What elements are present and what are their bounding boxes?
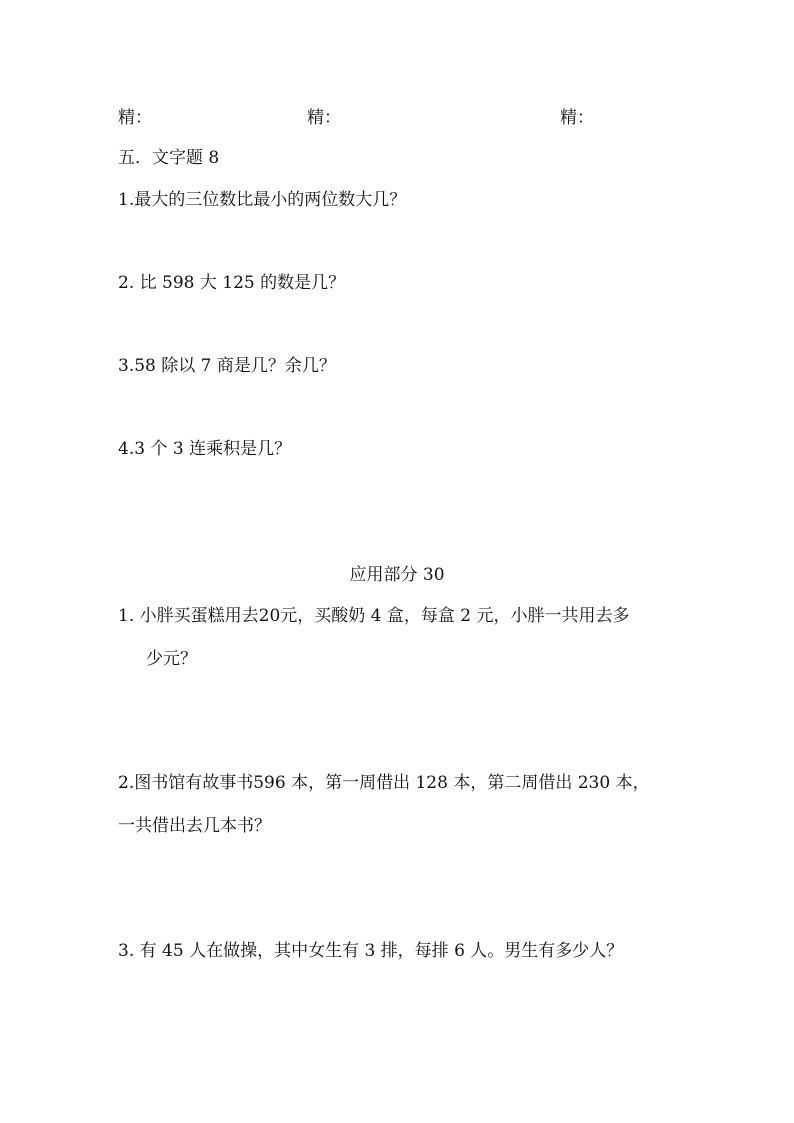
precision-label: 精： — [307, 108, 341, 128]
section-heading: 应用部分 30 — [349, 565, 445, 585]
question-item: 1.最大的三位数比最小的两位数大几？ — [118, 190, 407, 210]
precision-label: 精： — [118, 108, 152, 128]
question-item: 3.58 除以 7 商是几？余几？ — [118, 356, 336, 376]
problem-text: 3. 有 45 人在做操，其中女生有 3 排，每排 6 人。男生有多少人？ — [118, 941, 624, 961]
precision-label: 精： — [560, 108, 594, 128]
question-item: 2. 比 598 大 125 的数是几？ — [118, 273, 346, 293]
section-heading: 五．文字题 8 — [118, 148, 220, 168]
problem-text: 2.图书馆有故事书596 本，第一周借出 128 本，第二周借出 230 本， — [118, 773, 650, 793]
problem-text: 1. 小胖买蛋糕用去20元，买酸奶 4 盒，每盒 2 元，小胖一共用去多 — [118, 606, 630, 626]
problem-text: 少元？ — [146, 649, 197, 669]
problem-text: 一共借出去几本书？ — [118, 816, 271, 836]
question-item: 4.3 个 3 连乘积是几？ — [118, 439, 292, 459]
